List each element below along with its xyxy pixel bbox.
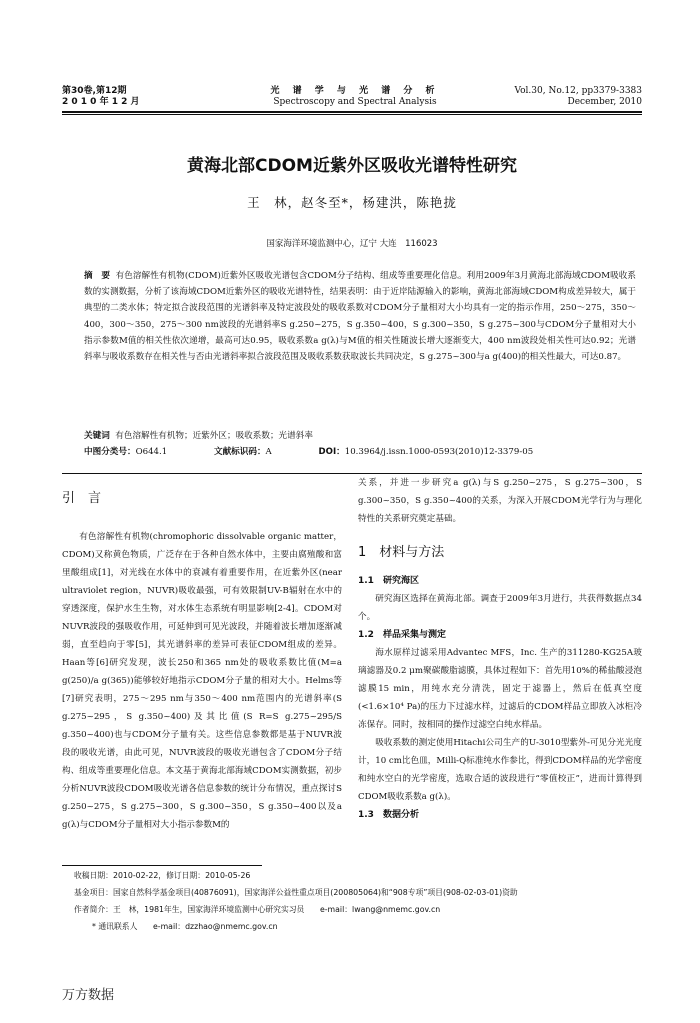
header-volume [62, 86, 140, 108]
doi-label: DOI： [318, 447, 345, 457]
clc-label: 中图分类号： [84, 447, 136, 457]
date-en: December, 2010 [567, 97, 642, 107]
header-journal [255, 86, 455, 108]
left-column [62, 490, 342, 834]
doc-value: A [265, 447, 272, 457]
clc-value: O644.1 [135, 447, 168, 457]
affiliation: 国家海洋环境监测中心，辽宁 大连 116023 [266, 239, 438, 249]
paper-title: 黄海北部CDOM近紫外区吸收光谱特性研究 [187, 156, 517, 176]
journal-en: Spectroscopy and Spectral Analysis [273, 97, 437, 107]
header-issue [514, 86, 642, 108]
footnote-corresponding: * 通讯联系人 e-mail：dzzhao@nmemc.gov.cn [92, 922, 278, 931]
date-cn: 2 0 1 0 年 1 2 月 [62, 97, 140, 107]
intro-continuation: 关系，并进一步研究a g(λ)与S g.250~275，S g.275~300，S g.300~350，S g.350~400的关系，为深入开展CDOM光学行为与理化特性的关系研究奠定基础。 [358, 478, 642, 524]
footnote-received: 收稿日期：2010-02-22，修订日期：2010-05-26 [74, 871, 251, 880]
section-1-2-para-1: 海水原样过滤采用Advantec MFS，Inc. 生产的311280-KG25A玻璃滤器及0.2 μm聚碳酸脂滤膜，具体过程如下：首先用10%的稀盐酸浸泡滤膜15 min，用纯水充分清洗，固定于滤器上，然后在低真空度(<1.6×10⁴ Pa)的压力下过滤水样，过滤后的CDOM样品立即放入冰柜冷冻保存。同时，按相同的操作过滤空白纯水样品。 [358, 648, 642, 730]
section-1-1-title: 1.1 研究海区 [358, 576, 419, 586]
section-1-heading: 1 材料与方法 [358, 545, 445, 560]
abstract-label: 摘 要 [84, 271, 110, 281]
section-1-2-para-2: 吸收系数的测定使用Hitachi公司生产的U-3010型紫外-可见分光光度计，10 cm比色皿，Milli-Q标准纯水作参比，得到CDOM样品的光学密度和纯水空白的光学密度，选取合适的波段进行“零值校正”，进而计算得到CDOM吸收系数a g(λ)。 [358, 738, 642, 802]
authors: 王 林，赵冬至*，杨建洪，陈艳拢 [247, 195, 457, 210]
section-1-2-title: 1.2 样品采集与测定 [358, 630, 446, 640]
keywords-text: 有色溶解性有机物；近紫外区；吸收系数；光谱斜率 [115, 431, 313, 441]
intro-heading: 引 言 [62, 491, 102, 506]
abstract-text: 有色溶解性有机物(CDOM)近紫外区吸收光谱包含CDOM分子结构、组成等重要理化信息。利用2009年3月黄海北部海域CDOM吸收系数的实测数据，分析了该海域CDOM近紫外区的吸收光谱特性，结果表明：由于近岸陆源输入的影响，黄海北部海域CDOM构成差异较大，属于典型的二类水体；特定拟合波段范围的光谱斜率及特定波段处的吸收系数对CDOM分子量相对大小均具有一定的指示作用，250～275，350～400，300～350，275～300 nm波段的光谱斜率S g.250~275，S g.350~400，S g.300~350，S g.275~300与CDOM分子量相对大小指示参数M值的相关性依次递增，最高可达0.95，吸收系数a g(λ)与M值的相关性随波长增大逐渐变大，400 nm波段处相关性可达0.92；光谱斜率与吸收系数存在相关性与否由光谱斜率拟合波段范围及吸收系数获取波长共同决定，S g.275~300与a g(400)的相关性最大，可达0.87。 [84, 271, 636, 363]
doi-value: 10.3964/j.issn.1000-0593(2010)12-3379-05 [344, 447, 534, 457]
abstract [84, 268, 636, 365]
header-rule [62, 111, 642, 113]
intro-paragraph: 有色溶解性有机物(chromophoric dissolvable organic matter，CDOM)又称黄色物质，广泛存在于各种自然水体中，主要由腐殖酸和富里酸组成[1]，对光线在水体中的衰减有着重要作用，在近紫外区(near ultraviolet region，NUVR)吸收最强，可有效限制UV-B辐射在水中的穿透深度，保护水生生物，对水体生态系统有明显影响[2-4]。CDOM对NUVR波段的强吸收作用，可延伸到可见光波段，并随着波长增加逐渐减弱，直至趋向于零[5]，其光谱斜率的差异可表征CDOM组成的差异。Haan等[6]研究发现，波长250和365 nm处的吸收系数比值(M=a g(250)/a g(365))能够较好地指示CDOM分子量的相对大小。Helms等[7]研究表明，275～295 nm与350～400 nm范围内的光谱斜率(S g.275~295，S g.350~400)及其比值(S R=S g.275~295/S g.350~400)也与CDOM分子量有关。这些信息参数都是基于NUVR波段的吸收光谱，由此可见，NUVR波段的吸收光谱包含了CDOM分子结构、组成等重要理化信息。本文基于黄海北部海域CDOM实测数据，初步分析NUVR波段CDOM吸收光谱各信息参数的统计分布情况，重点探讨S g.250~275，S g.275~300，S g.300~350，S g.350~400以及a g(λ)与CDOM分子量相对大小指示参数M的 [62, 532, 342, 830]
meta-row [84, 444, 636, 460]
volume-en: Vol.30, No.12, pp3379-3383 [514, 86, 642, 96]
keywords-block [84, 428, 636, 460]
doc-label: 文献标识码： [213, 447, 266, 457]
watermark: 万方数据 [62, 988, 115, 1003]
footnote-fund: 基金项目：国家自然科学基金项目(40876091)，国家海洋公益性重点项目(200805064)和“908专项”项目(908-02-03-01)资助 [74, 888, 518, 897]
section-1-3-title: 1.3 数据分析 [358, 810, 419, 820]
right-column [358, 474, 642, 824]
journal-cn: 光 谱 学 与 光 谱 分 析 [270, 86, 440, 96]
footnote-rule [62, 865, 262, 866]
volume-cn: 第30卷,第12期 [62, 86, 127, 96]
section-1-1-text: 研究海区选择在黄海北部。调查于2009年3月进行，共获得数据点34个。 [358, 594, 642, 622]
keywords-label: 关键词 [84, 431, 110, 441]
header-rule-thin [62, 114, 642, 115]
footnote-author: 作者简介：王 林，1981年生，国家海洋环境监测中心研究实习员 e-mail：lwang@nmemc.gov.cn [74, 905, 441, 914]
